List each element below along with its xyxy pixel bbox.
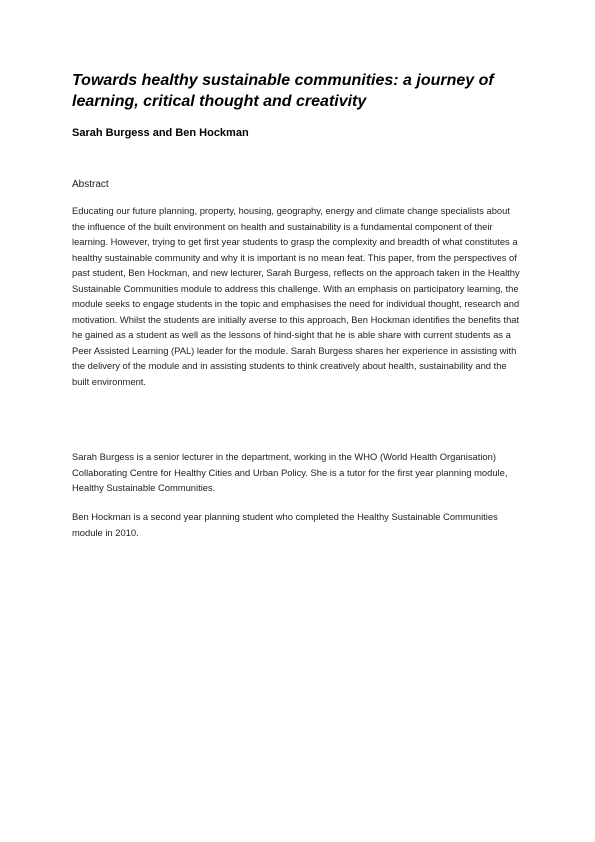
abstract-heading: Abstract bbox=[72, 179, 109, 190]
paper-authors: Sarah Burgess and Ben Hockman bbox=[72, 127, 249, 139]
author-bio-burgess: Sarah Burgess is a senior lecturer in the department, working in the WHO (World Health Organisation) Collaborating Centre for Healthy Cities and Urban Policy. She is a tutor for the first year planning module, Healthy Sustainable Communities. bbox=[72, 451, 508, 493]
paper-title: Towards healthy sustainable communities: a journey of learning, critical thought and creativity bbox=[72, 72, 494, 110]
author-bio-hockman: Ben Hockman is a second year planning student who completed the Healthy Sustainable Communities module in 2010. bbox=[72, 511, 498, 538]
abstract-paragraph: Educating our future planning, property, housing, geography, energy and climate change specialists about the influence of the built environment on health and sustainability is a fundamental component of their learning. However, trying to get first year students to grasp the complexity and breadth of what constitutes a healthy sustainable community and why it is important is no mean feat. This paper, from the perspectives of past student, Ben Hockman, and new lecturer, Sarah Burgess, reflects on the approach taken in the Healthy Sustainable Communities module to address this challenge. With an emphasis on participatory learning, the module seeks to engage students in the topic and emphasises the need for individual thought, research and motivation. Whilst the students are initially averse to this approach, Ben Hockman identifies the benefits that he gained as a student as well as the lessons of hind-sight that he is able share with current students as a Peer Assisted Learning (PAL) leader for the module. Sarah Burgess shares her experience in assisting with the delivery of the module and in assisting students to think creatively about health, sustainability and the built environment. bbox=[72, 205, 520, 387]
